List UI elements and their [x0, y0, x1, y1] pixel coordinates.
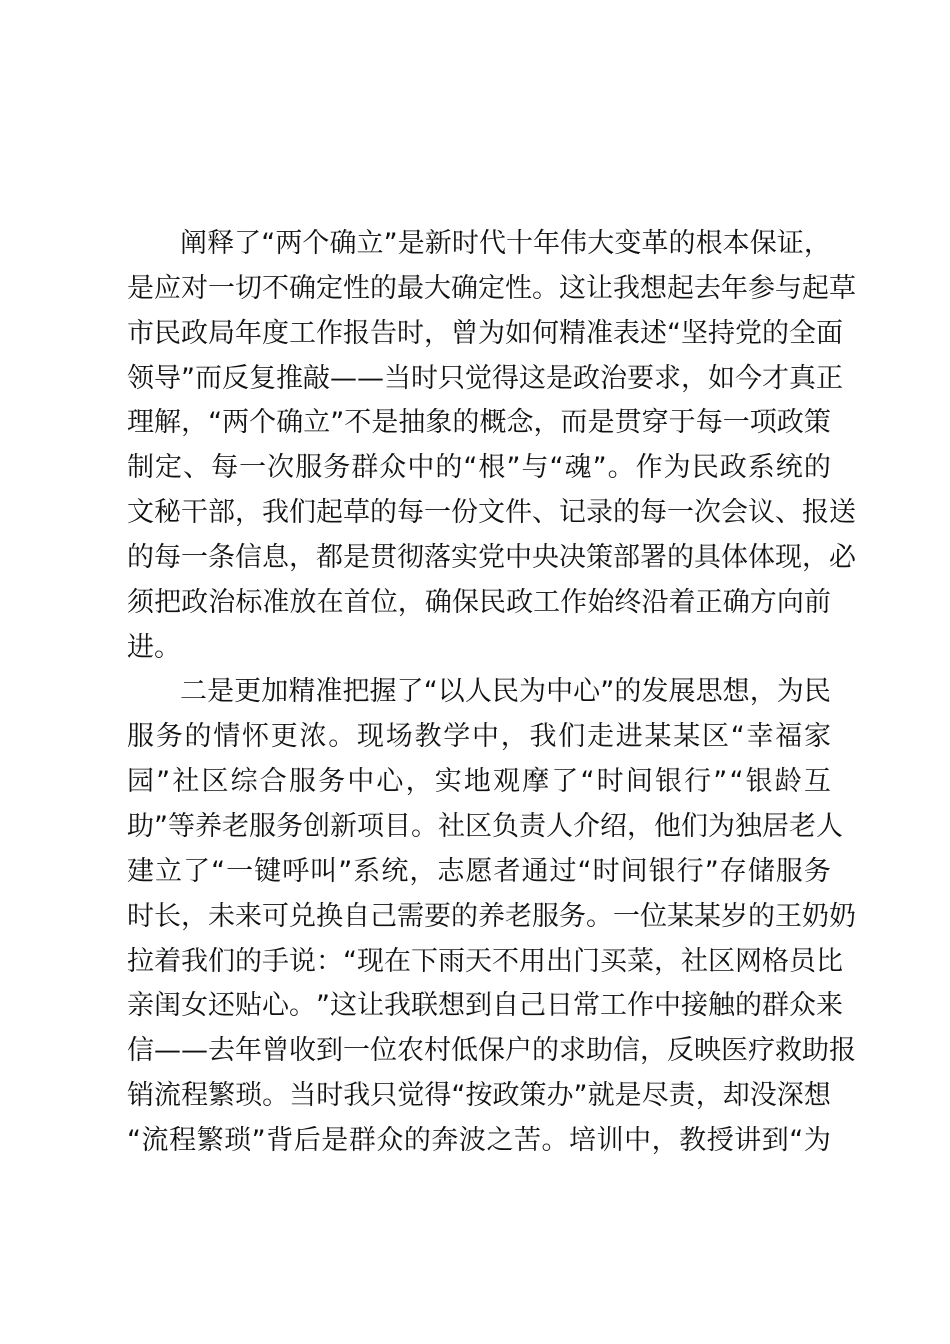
- text-line: 市 民 政 局 年 度 工 作 报 告 时 ， 曾 为 如 何 精 准 表 述 “ 坚 持 党 的 全 面: [127, 317, 843, 349]
- text-line: 建 立 了 “ 一 键 呼 叫 ” 系 统 ， 志 愿 者 通 过 “ 时 间 银 行 ” 存 储 服 务: [127, 855, 831, 887]
- text-line: “ 流 程 繁 琐 ” 背 后 是 群 众 的 奔 波 之 苦 。 培 训 中 ， 教 授 讲 到 “ 为: [127, 1124, 831, 1156]
- text-line: 拉 着 我 们 的 手 说 ： “ 现 在 下 雨 天 不 用 出 门 买 菜 ， 社 区 网 格 员 比: [127, 945, 843, 977]
- text-line: 阐 释 了 “ 两 个 确 立 ” 是 新 时 代 十 年 伟 大 变 革 的 根 本 保 证 ，: [180, 228, 831, 259]
- text-line: 的 每 一 条 信 息 ， 都 是 贯 彻 落 实 党 中 央 决 策 部 署 的 具 体 体 现 ， 必: [127, 541, 856, 573]
- text-line: 制 定 、 每 一 次 服 务 群 众 中 的 “ 根 ” 与 “ 魂 ” 。 作 为 民 政 系 统 的: [127, 452, 831, 484]
- text-line: 信 — — 去 年 曾 收 到 一 位 农 村 低 保 户 的 求 助 信 ， 反 映 医 疗 救 助 报: [127, 1035, 856, 1067]
- text-line: 领 导 ” 而 反 复 推 敲 — — 当 时 只 觉 得 这 是 政 治 要 求 ， 如 今 才 真 正: [127, 362, 843, 394]
- text-line: 销 流 程 繁 琐 。 当 时 我 只 觉 得 “ 按 政 策 办 ” 就 是 尽 责 ， 却 没 深 想: [127, 1080, 831, 1112]
- body-text: [127, 222, 856, 1164]
- text-line: 服 务 的 情 怀 更 浓 。 现 场 教 学 中 ， 我 们 走 进 某 某 区 “ 幸 福 家: [127, 721, 831, 753]
- text-line: 是 应 对 一 切 不 确 定 性 的 最 大 确 定 性 。 这 让 我 想 起 去 年 参 与 起 草: [127, 272, 856, 304]
- text-line: 二 是 更 加 精 准 把 握 了 “ 以 人 民 为 中 心 ” 的 发 展 思 想 ， 为 民: [180, 676, 831, 708]
- text-line: 亲 闺 女 还 贴 心 。 ” 这 让 我 联 想 到 自 己 日 常 工 作 中 接 触 的 群 众 来: [127, 990, 843, 1022]
- text-line: 须 把 政 治 标 准 放 在 首 位 ， 确 保 民 政 工 作 始 终 沿 着 正 确 方 向 前: [127, 586, 831, 618]
- text-line: 园 ” 社 区 综 合 服 务 中 心 ， 实 地 观 摩 了 “ 时 间 银 行 ” “ 银 龄 互: [127, 766, 831, 798]
- text-line: 进。: [127, 631, 181, 663]
- text-line: 文 秘 干 部 ， 我 们 起 草 的 每 一 份 文 件 、 记 录 的 每 一 次 会 议 、 报 送: [127, 497, 856, 529]
- text-line: 助 ” 等 养 老 服 务 创 新 项 目 。 社 区 负 责 人 介 绍 ， 他 们 为 独 居 老 人: [127, 810, 843, 842]
- text-line: 理 解 ， “ 两 个 确 立 ” 不 是 抽 象 的 概 念 ， 而 是 贯 穿 于 每 一 项 政 策: [127, 407, 831, 439]
- text-line: 时 长 ， 未 来 可 兑 换 自 己 需 要 的 养 老 服 务 。 一 位 某 某 岁 的 王 奶 奶: [127, 900, 856, 932]
